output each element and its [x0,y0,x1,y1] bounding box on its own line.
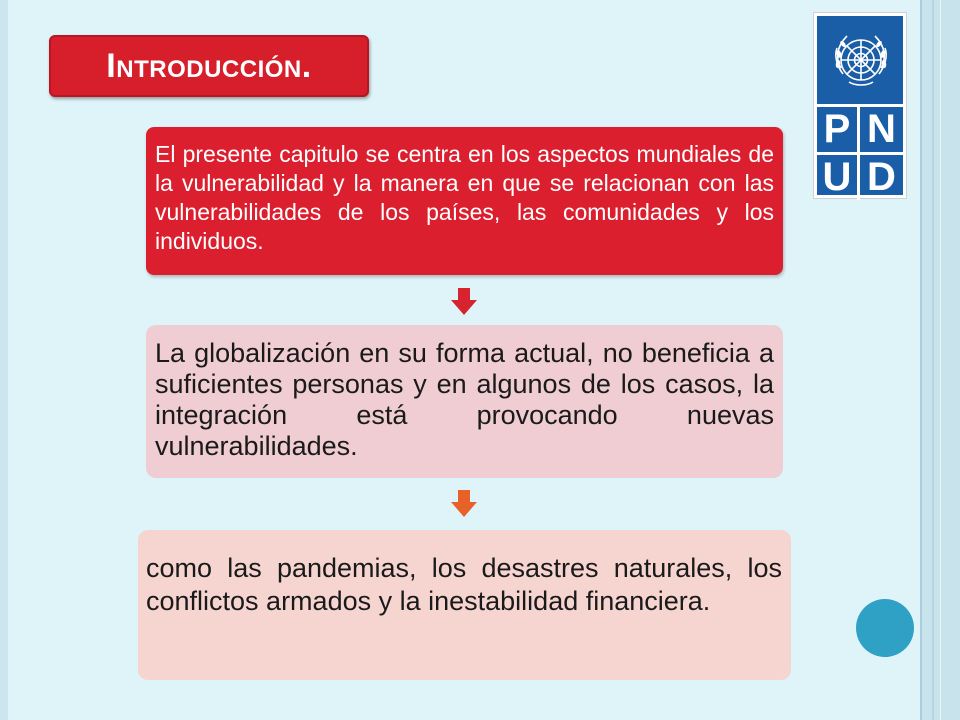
title-banner [49,35,369,97]
logo-letter-n: N [860,104,903,152]
flow-step-3-text: como las pandemias, los desastres naturales, los conflictos armados y la inestabilidad financiera. [146,553,782,616]
logo-letter-d: D [860,152,903,200]
flow-step-2-text: La globalización en su forma actual, no beneficia a suficientes personas y en algunos de los casos, la integración está provocando nuevas vulnerabilidades. [155,338,774,461]
flow-step-1-text: El presente capitulo se centra en los aspectos mundiales de la vulnerabilidad y la manera en que se relacionan con las vulnerabilidades de los países, las comunidades y los individuos. [155,141,774,254]
logo-letter-u: U [817,152,860,200]
logo-panel [817,16,903,199]
pnud-logo [813,12,907,199]
flow-step-1 [146,127,783,275]
down-arrow-icon [451,288,477,315]
un-emblem-icon [825,24,897,96]
side-decoration-band [920,0,960,720]
flow-step-3 [138,530,791,680]
down-arrow-icon [451,490,477,517]
logo-letters [817,104,903,199]
flow-step-2 [146,325,783,478]
decorative-circle [856,599,914,657]
slide-title: Introducción. [106,46,312,85]
logo-letter-p: P [817,104,860,152]
